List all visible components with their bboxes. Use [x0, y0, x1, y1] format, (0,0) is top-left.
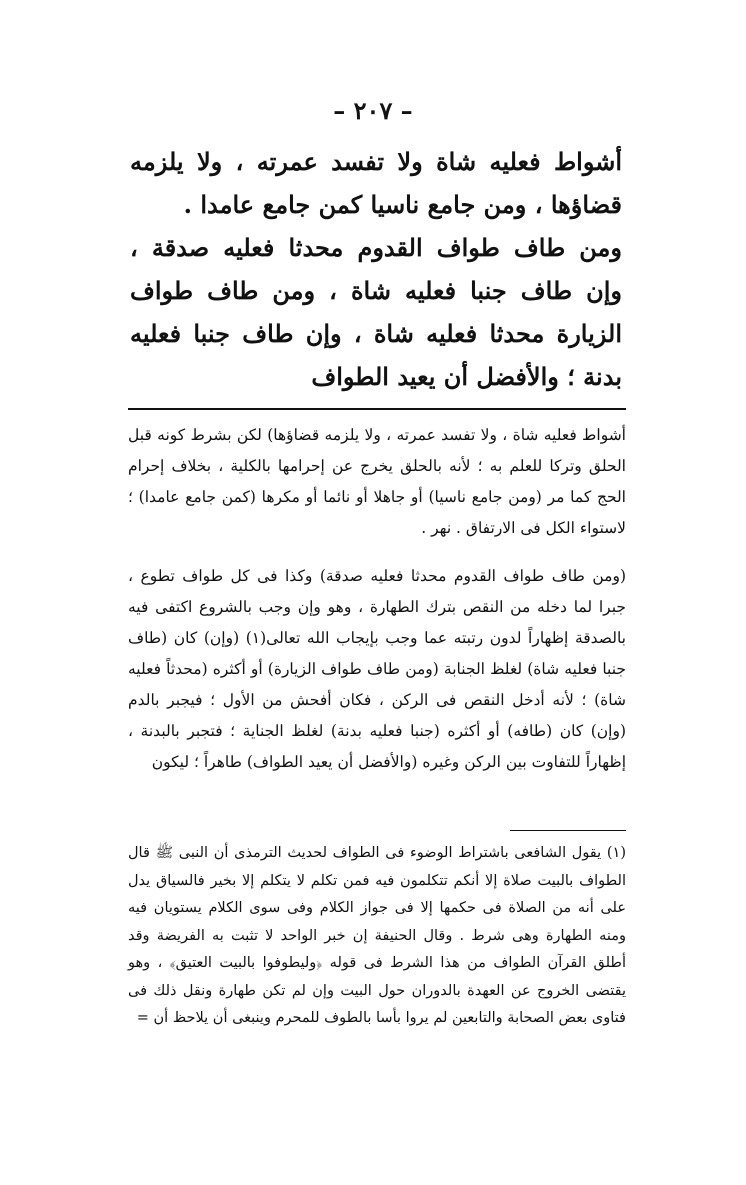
footnote-paragraph: (١) يقول الشافعى باشتراط الوضوء فى الطواف لحديث الترمذى أن النبى ﷺ قال الطواف بالبيت صلاة إلا أنكم تتكلمون فيه فمن تكلم لا يتكلم إلا بخير فالسياق يدل على أنه من الصلاة فى حكمها إلا فى جواز الكلام وفى سوى الكلام يستويان فيه ومنه الطهارة وهى شرط . وقال الحنيفة إن خبر الواحد لا تثبت به الفريضة وقد أطلق القرآن الطواف من هذا الشرط فى قوله ﴿وليطوفوا بالبيت العتيق﴾ ، وهو يقتضى الخروج عن العهدة بالدوران حول البيت وإن لم تكن طهارة ونقل ذلك فى فتاوى بعض الصحابة والتابعين لم يروا بأسا بالطوف للمحرم وينبغى أن يلاحظ أن =	[128, 845, 626, 1026]
commentary-paragraph: أشواط فعليه شاة ، ولا تفسد عمرته ، ولا يلزمه قضاؤها) لكن بشرط كونه قبل الحلق وتركا للعلم به ؛ لأنه بالحلق يخرج عن إحرامها بالكلية ، بخلاف إحرام الحج كما مر (ومن جامع ناسيا) أو جاهلا أو نائما أو مكرها (كمن جامع عامدا) ؛ لاستواء الكل فى الارتفاق . نهر .	[128, 426, 626, 537]
commentary	[128, 420, 626, 778]
main-text	[130, 140, 622, 398]
main-paragraph: أشواط فعليه شاة ولا تفسد عمرته ، ولا يلزمه قضاؤها ، ومن جامع ناسيا كمن جامع عامدا .	[130, 147, 622, 219]
footnote	[128, 840, 626, 1033]
main-paragraph: ومن طاف طواف القدوم محدثا فعليه صدقة ، وإن طاف جنبا فعليه شاة ، ومن طاف طواف الزيارة محدثا فعليه شاة ، وإن طاف جنبا فعليه بدنة ؛ والأفضل أن يعيد الطواف	[130, 233, 622, 391]
footnote-divider	[510, 830, 626, 831]
page-number: – ٢٠٧ –	[333, 96, 413, 125]
text-divider	[128, 408, 626, 410]
commentary-paragraph: (ومن طاف طواف القدوم محدثا فعليه صدقة) وكذا فى كل طواف تطوع ، جبرا لما دخله من النقص بترك الطهارة ، وهو وإن وجب بالشروع اكتفى فيه بالصدقة إظهاراً لدون رتبته عما وجب بإيجاب الله تعالى(١) (وإن) كان (طاف جنبا فعليه شاة) لغلظ الجنابة (ومن طاف طواف الزيارة) أو أكثره (محدثاً فعليه شاة) ؛ لأنه أدخل النقص فى الركن ، فكان أفحش من الأول ؛ فيجبر بالدم (وإن) كان (طافه) أو أكثره (جنبا فعليه بدنة) لغلظ الجناية ؛ فتجبر بالبدنة ، إظهاراً للتفاوت بين الركن وغيره (والأفضل أن يعيد الطواف) طاهراً ؛ ليكون	[128, 567, 626, 771]
